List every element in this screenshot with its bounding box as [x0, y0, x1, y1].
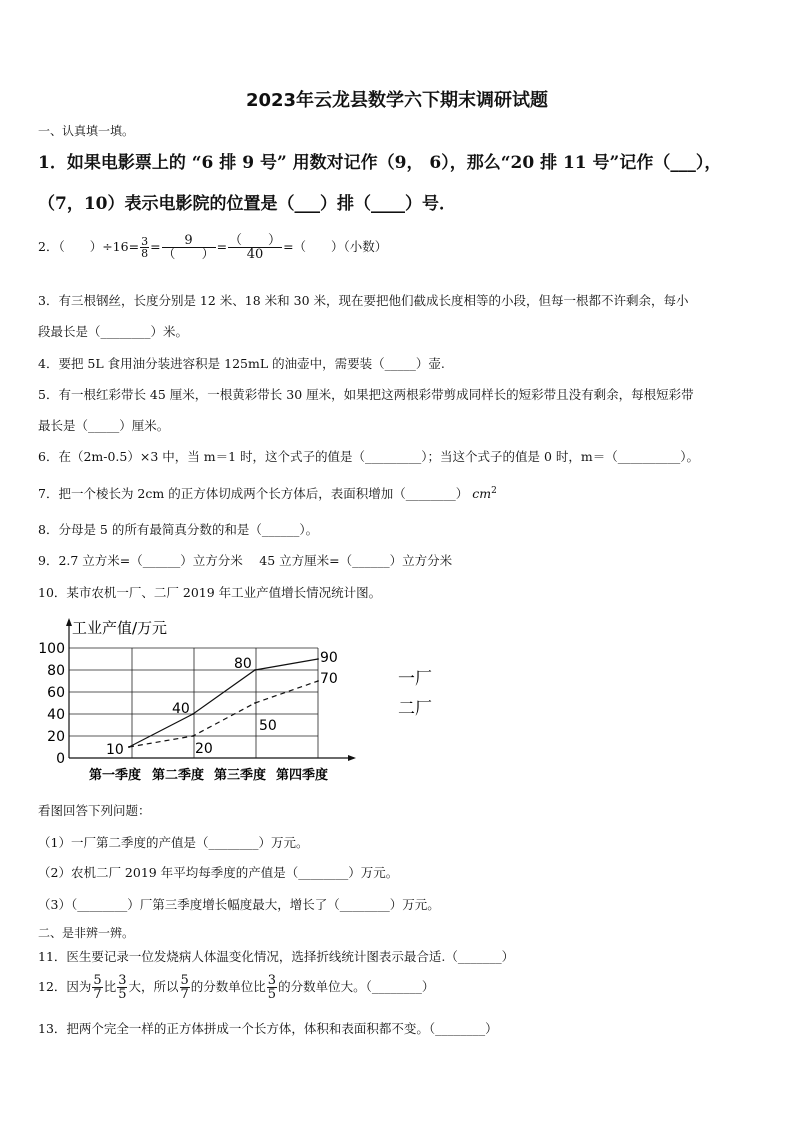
question-4: 4．要把 5L 食用油分装进容积是 125mL 的油壶中，需要装（_____）壶. — [38, 356, 445, 371]
data-label: 70 — [320, 671, 338, 687]
question-3-line-1: 3．有三根钢丝，长度分别是 12 米、18 米和 30 米，现在要把他们截成长度相等的小段，但每一根都不许剩余，每小 — [38, 293, 689, 308]
data-label: 90 — [320, 650, 338, 666]
x-category-label: 第三季度 — [214, 768, 267, 783]
question-7 — [38, 484, 497, 502]
question-10-prompt: 看图回答下列问题： — [38, 803, 151, 818]
legend-label: 二厂 — [398, 699, 432, 719]
series-point — [317, 658, 319, 660]
fraction-3-5: $\frac{3}{5}$ — [267, 973, 277, 1002]
fraction-5-7: $\frac{5}{7}$ — [180, 973, 189, 1002]
series-point — [192, 713, 194, 715]
fraction-3-8: $\frac{3}{8}$ — [141, 235, 149, 260]
question-12-text: 比 — [103, 979, 117, 994]
question-12-text: 的分数单位大。（________） — [278, 979, 435, 994]
question-5-line-2: 最长是（_____）厘米。 — [38, 418, 170, 433]
question-10-part-3: （3）（________）厂第三季度增长幅度最大，增长了（________）万元。 — [38, 897, 440, 912]
section-heading-judge: 二、是非辨一辨。 — [38, 926, 135, 940]
fraction-blank-40: $\frac{( )}{40}$ — [229, 233, 282, 262]
question-12 — [38, 974, 434, 1001]
series-line-1 — [129, 659, 318, 747]
question-12-text: 12．因为 — [38, 979, 92, 994]
series-point — [192, 735, 194, 737]
fraction-3-5: $\frac{3}{5}$ — [118, 973, 127, 1002]
x-axis-arrow — [348, 755, 356, 761]
question-1-line-2: （7，10）表示电影院的位置是（___）排（____）号． — [38, 194, 456, 214]
question-10: 10．某市农机一厂、二厂 2019 年工业产值增长情况统计图。 — [38, 585, 382, 600]
question-2 — [38, 234, 387, 261]
data-label: 10 — [106, 742, 124, 758]
data-label: 20 — [195, 741, 213, 757]
y-tick-label: 0 — [56, 751, 65, 767]
y-axis-label: 工业产值/万元 — [72, 619, 168, 637]
x-category-label: 第一季度 — [89, 768, 142, 783]
fraction-9-blank: $\frac{9}{( )}$ — [162, 233, 215, 262]
x-category-label: 第四季度 — [276, 768, 329, 783]
unit-exponent: 2 — [491, 485, 497, 496]
data-label: 50 — [259, 718, 277, 734]
question-7-text: 7．把一个棱长为 2cm 的正方体切成两个长方体后，表面积增加（________） — [38, 486, 469, 501]
question-12-text: 的分数单位比 — [190, 979, 266, 994]
y-tick-label: 40 — [47, 707, 65, 723]
y-tick-label: 60 — [47, 685, 65, 701]
series-point — [254, 702, 256, 704]
series-point — [128, 746, 130, 748]
question-5-line-1: 5．有一根红彩带长 45 厘米，一根黄彩带长 30 厘米，如果把这两根彩带剪成同样长的短彩带且没有剩余，每根短彩带 — [38, 387, 694, 402]
question-8: 8．分母是 5 的所有最简真分数的和是（______）。 — [38, 522, 319, 537]
y-tick-label: 100 — [38, 641, 65, 657]
question-13: 13．把两个完全一样的正方体拼成一个长方体，体积和表面积都不变。（________） — [38, 1021, 498, 1036]
x-category-label: 第二季度 — [152, 768, 205, 783]
line-chart — [36, 612, 436, 788]
question-9: 9．2.7 立方米=（______）立方分米 45 立方厘米=（______）立方分米 — [38, 553, 453, 568]
question-2-suffix: =（ ）（小数） — [283, 239, 388, 254]
unit-cm: cm — [472, 486, 492, 501]
question-2-prefix: 2．（ ）÷16= — [38, 239, 140, 254]
series-point — [317, 680, 319, 682]
question-6: 6．在（2m-0.5）×3 中，当 m＝1 时，这个式子的值是（_________）；当这个式子的值是 0 时，m＝（__________）。 — [38, 449, 700, 464]
series-point — [254, 669, 256, 671]
question-1-line-1: 1．如果电影票上的 “6 排 9 号” 用数对记作（9， 6），那么“20 排 11 号”记作（___）， — [38, 153, 722, 173]
equals-sign: = — [216, 239, 228, 254]
y-tick-label: 80 — [47, 663, 65, 679]
question-10-part-1: （1）一厂第二季度的产值是（________）万元。 — [38, 835, 309, 850]
question-11: 11．医生要记录一位发烧病人体温变化情况，选择折线统计图表示最合适.（_______） — [38, 949, 515, 964]
question-10-part-2: （2）农机二厂 2019 年平均每季度的产值是（________）万元。 — [38, 865, 399, 880]
section-heading-fill: 一、认真填一填。 — [38, 124, 135, 138]
equals-sign: = — [150, 239, 161, 254]
legend-label: 一厂 — [398, 669, 432, 689]
data-label: 40 — [172, 701, 190, 717]
page-title: 2023年云龙县数学六下期末调研试题 — [245, 90, 549, 111]
question-12-text: 大，所以 — [128, 979, 179, 994]
y-tick-label: 20 — [47, 729, 65, 745]
data-label: 80 — [234, 656, 252, 672]
question-3-line-2: 段最长是（________）米。 — [38, 324, 189, 339]
fraction-5-7: $\frac{5}{7}$ — [93, 973, 102, 1002]
